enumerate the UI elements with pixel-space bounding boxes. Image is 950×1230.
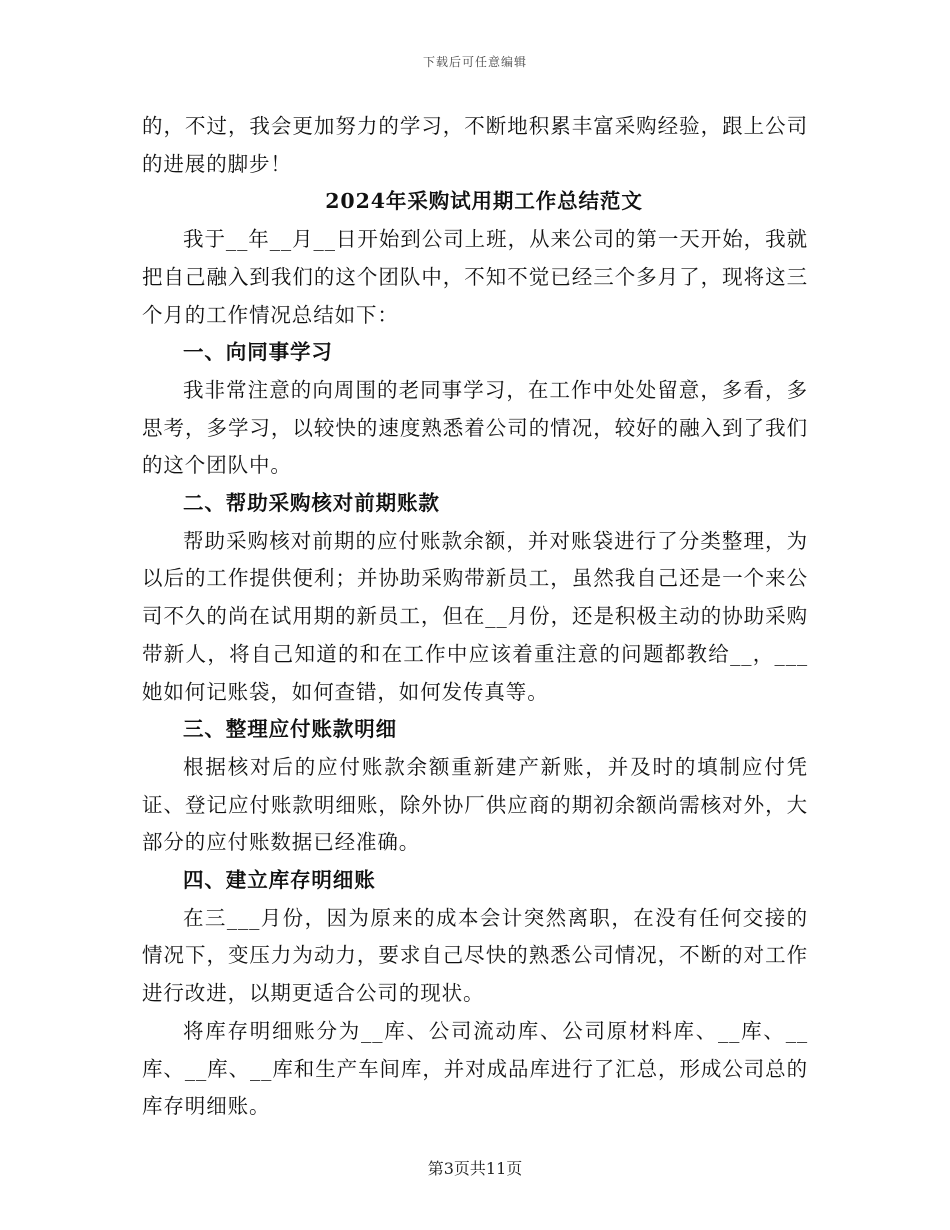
section-body-3: 根据核对后的应付账款余额重新建产新账，并及时的填制应付凭证、登记应付账款明细账，除外协厂供应商的期初余额尚需核对外，大部分的应付账数据已经准确。 <box>142 754 808 855</box>
document-title: 2024年采购试用期工作总结范文 <box>325 189 643 214</box>
section-heading-3: 三、整理应付账款明细 <box>183 717 397 742</box>
intro-paragraph: 我于__年__月__日开始到公司上班，从来公司的第一天开始，我就把自己融入到我们的这个团队中，不知不觉已经三个多月了，现将这三个月的工作情况总结如下： <box>142 227 808 327</box>
continuation-paragraph: 的，不过，我会更加努力的学习，不断地积累丰富采购经验，跟上公司的进展的脚步！ <box>142 114 808 176</box>
section-body-4b: 将库存明细账分为__库、公司流动库、公司原材料库、__库、__库、__库、__库和生产车间库，并对成品库进行了汇总，形成公司总的库存明细账。 <box>142 1018 808 1119</box>
section-body-1: 我非常注意的向周围的老同事学习，在工作中处处留意，多看，多思考，多学习，以较快的速度熟悉着公司的情况，较好的融入到了我们的这个团队中。 <box>142 377 808 478</box>
section-heading-2: 二、帮助采购核对前期账款 <box>183 491 440 516</box>
section-heading-4: 四、建立库存明细账 <box>183 868 376 893</box>
section-body-4a: 在三___月份，因为原来的成本会计突然离职，在没有任何交接的情况下，变压力为动力，要求自己尽快的熟悉公司情况，不断的对工作进行改进，以期更适合公司的现状。 <box>142 905 808 1006</box>
section-body-2: 帮助采购核对前期的应付账款余额，并对账袋进行了分类整理，为以后的工作提供便利；并协助采购带新员工，虽然我自己还是一个来公司不久的尚在试用期的新员工，但在__月份，还是积极主动的协助采购带新人，将自己知道的和在工作中应该着重注意的问题都教给__，___她如何记账袋，如何查错，如何发传真等。 <box>142 528 808 704</box>
header-note: 下载后可任意编辑 <box>422 55 527 69</box>
document-body <box>142 108 808 1126</box>
section-heading-1: 一、向同事学习 <box>183 340 333 365</box>
page-number: 第3页共11页 <box>427 1159 523 1178</box>
